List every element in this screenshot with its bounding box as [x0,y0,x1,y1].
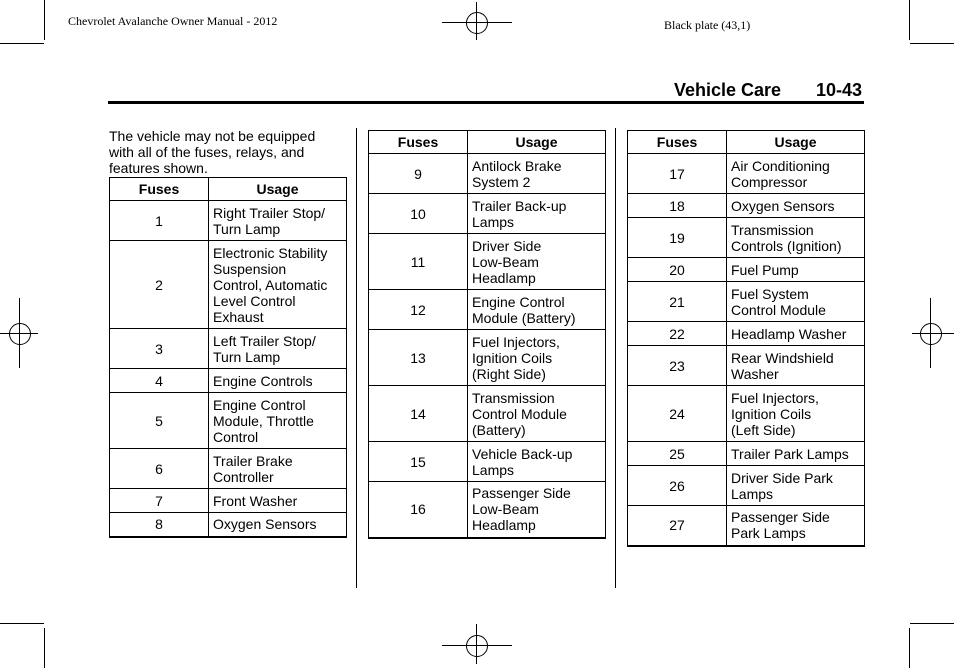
fuses-header: Fuses [369,131,468,154]
table-row [110,241,347,329]
fuse-number: 19 [628,218,727,258]
fuse-usage: Trailer Park Lamps [727,442,865,466]
usage-header: Usage [209,178,347,201]
fuse-usage: Engine Control Module, Throttle Control [209,393,347,449]
fuse-number: 23 [628,346,727,386]
table-row [369,194,606,234]
fuse-number: 15 [369,442,468,482]
fuse-number: 20 [628,258,727,282]
crop-mark [44,0,45,40]
usage-header: Usage [468,131,606,154]
crop-mark [909,0,910,40]
fuse-usage: Front Washer [209,489,347,513]
fuse-number: 3 [110,329,209,369]
fuse-usage: Passenger Side Park Lamps [727,506,865,546]
table-row [628,506,865,546]
table-row [628,386,865,442]
table-row [110,449,347,489]
fuse-number: 14 [369,386,468,442]
table-row [628,466,865,506]
fuse-usage: Driver Side Low-Beam Headlamp [468,234,606,290]
fuse-usage: Right Trailer Stop/ Turn Lamp [209,201,347,241]
plate-label: Black plate (43,1) [664,18,751,32]
crop-mark [0,623,44,624]
fuse-number: 22 [628,322,727,346]
fuse-usage: Trailer Brake Controller [209,449,347,489]
fuse-usage: Oxygen Sensors [209,513,347,537]
crop-mark [910,43,954,44]
table-row [628,194,865,218]
page-number: 10-43 [816,80,863,100]
crop-mark [0,43,44,44]
fuse-usage: Fuel Pump [727,258,865,282]
fuse-number: 21 [628,282,727,322]
fuse-usage: Headlamp Washer [727,322,865,346]
table-row [110,513,347,537]
table-row [110,329,347,369]
crop-mark [910,623,954,624]
fuse-number: 11 [369,234,468,290]
table-row [369,386,606,442]
table-row [628,282,865,322]
fuse-usage: Passenger Side Low-Beam Headlamp [468,482,606,538]
fuse-number: 27 [628,506,727,546]
fuse-number: 12 [369,290,468,330]
intro-text: The vehicle may not be equipped with all of the fuses, relays, and features shown. [109,128,316,176]
fuse-number: 16 [369,482,468,538]
fuse-number: 26 [628,466,727,506]
fuse-number: 8 [110,513,209,537]
fuse-usage: Air Conditioning Compressor [727,154,865,194]
table-row [628,322,865,346]
fuse-usage: Antilock Brake System 2 [468,154,606,194]
fuse-usage: Fuel Injectors, Ignition Coils (Left Side) [727,386,865,442]
fuse-usage: Driver Side Park Lamps [727,466,865,506]
manual-title: Chevrolet Avalanche Owner Manual - 2012 [68,14,278,28]
table-row [628,218,865,258]
fuses-header: Fuses [628,131,727,154]
fuse-usage: Vehicle Back-up Lamps [468,442,606,482]
fuse-usage: Trailer Back-up Lamps [468,194,606,234]
fuse-usage: Transmission Controls (Ignition) [727,218,865,258]
fuses-header: Fuses [110,178,209,201]
fuse-usage: Electronic Stability Suspension Control, Automatic Level Control Exhaust [209,241,347,329]
fuse-number: 7 [110,489,209,513]
fuse-usage: Oxygen Sensors [727,194,865,218]
fuse-number: 13 [369,330,468,386]
column-divider [356,128,357,588]
column-divider [615,128,616,588]
fuse-number: 17 [628,154,727,194]
section-title: Vehicle Care [674,80,782,100]
table-row [369,442,606,482]
table-row [110,369,347,393]
table-row [628,154,865,194]
table-row [110,201,347,241]
fuse-usage: Transmission Control Module (Battery) [468,386,606,442]
table-row [628,258,865,282]
fuse-number: 24 [628,386,727,442]
table-row [369,234,606,290]
table-row [110,393,347,449]
table-row [628,346,865,386]
table-row [369,330,606,386]
fuse-number: 1 [110,201,209,241]
fuse-table-1 [109,177,347,538]
fuse-number: 2 [110,241,209,329]
fuse-number: 5 [110,393,209,449]
fuse-usage: Engine Control Module (Battery) [468,290,606,330]
table-row [110,489,347,513]
fuse-number: 18 [628,194,727,218]
fuse-usage: Fuel Injectors, Ignition Coils (Right Side) [468,330,606,386]
usage-header: Usage [727,131,865,154]
fuse-usage: Rear Windshield Washer [727,346,865,386]
fuse-number: 6 [110,449,209,489]
fuse-table-3 [627,130,865,547]
fuse-usage: Fuel System Control Module [727,282,865,322]
table-row [369,290,606,330]
table-row [369,482,606,538]
fuse-usage: Engine Controls [209,369,347,393]
crop-mark [44,628,45,668]
header-rule [108,101,864,104]
fuse-usage: Left Trailer Stop/ Turn Lamp [209,329,347,369]
fuse-number: 25 [628,442,727,466]
fuse-number: 4 [110,369,209,393]
fuse-table-2 [368,130,606,539]
fuse-number: 10 [369,194,468,234]
fuse-number: 9 [369,154,468,194]
table-row [628,442,865,466]
crop-mark [909,628,910,668]
table-row [369,154,606,194]
